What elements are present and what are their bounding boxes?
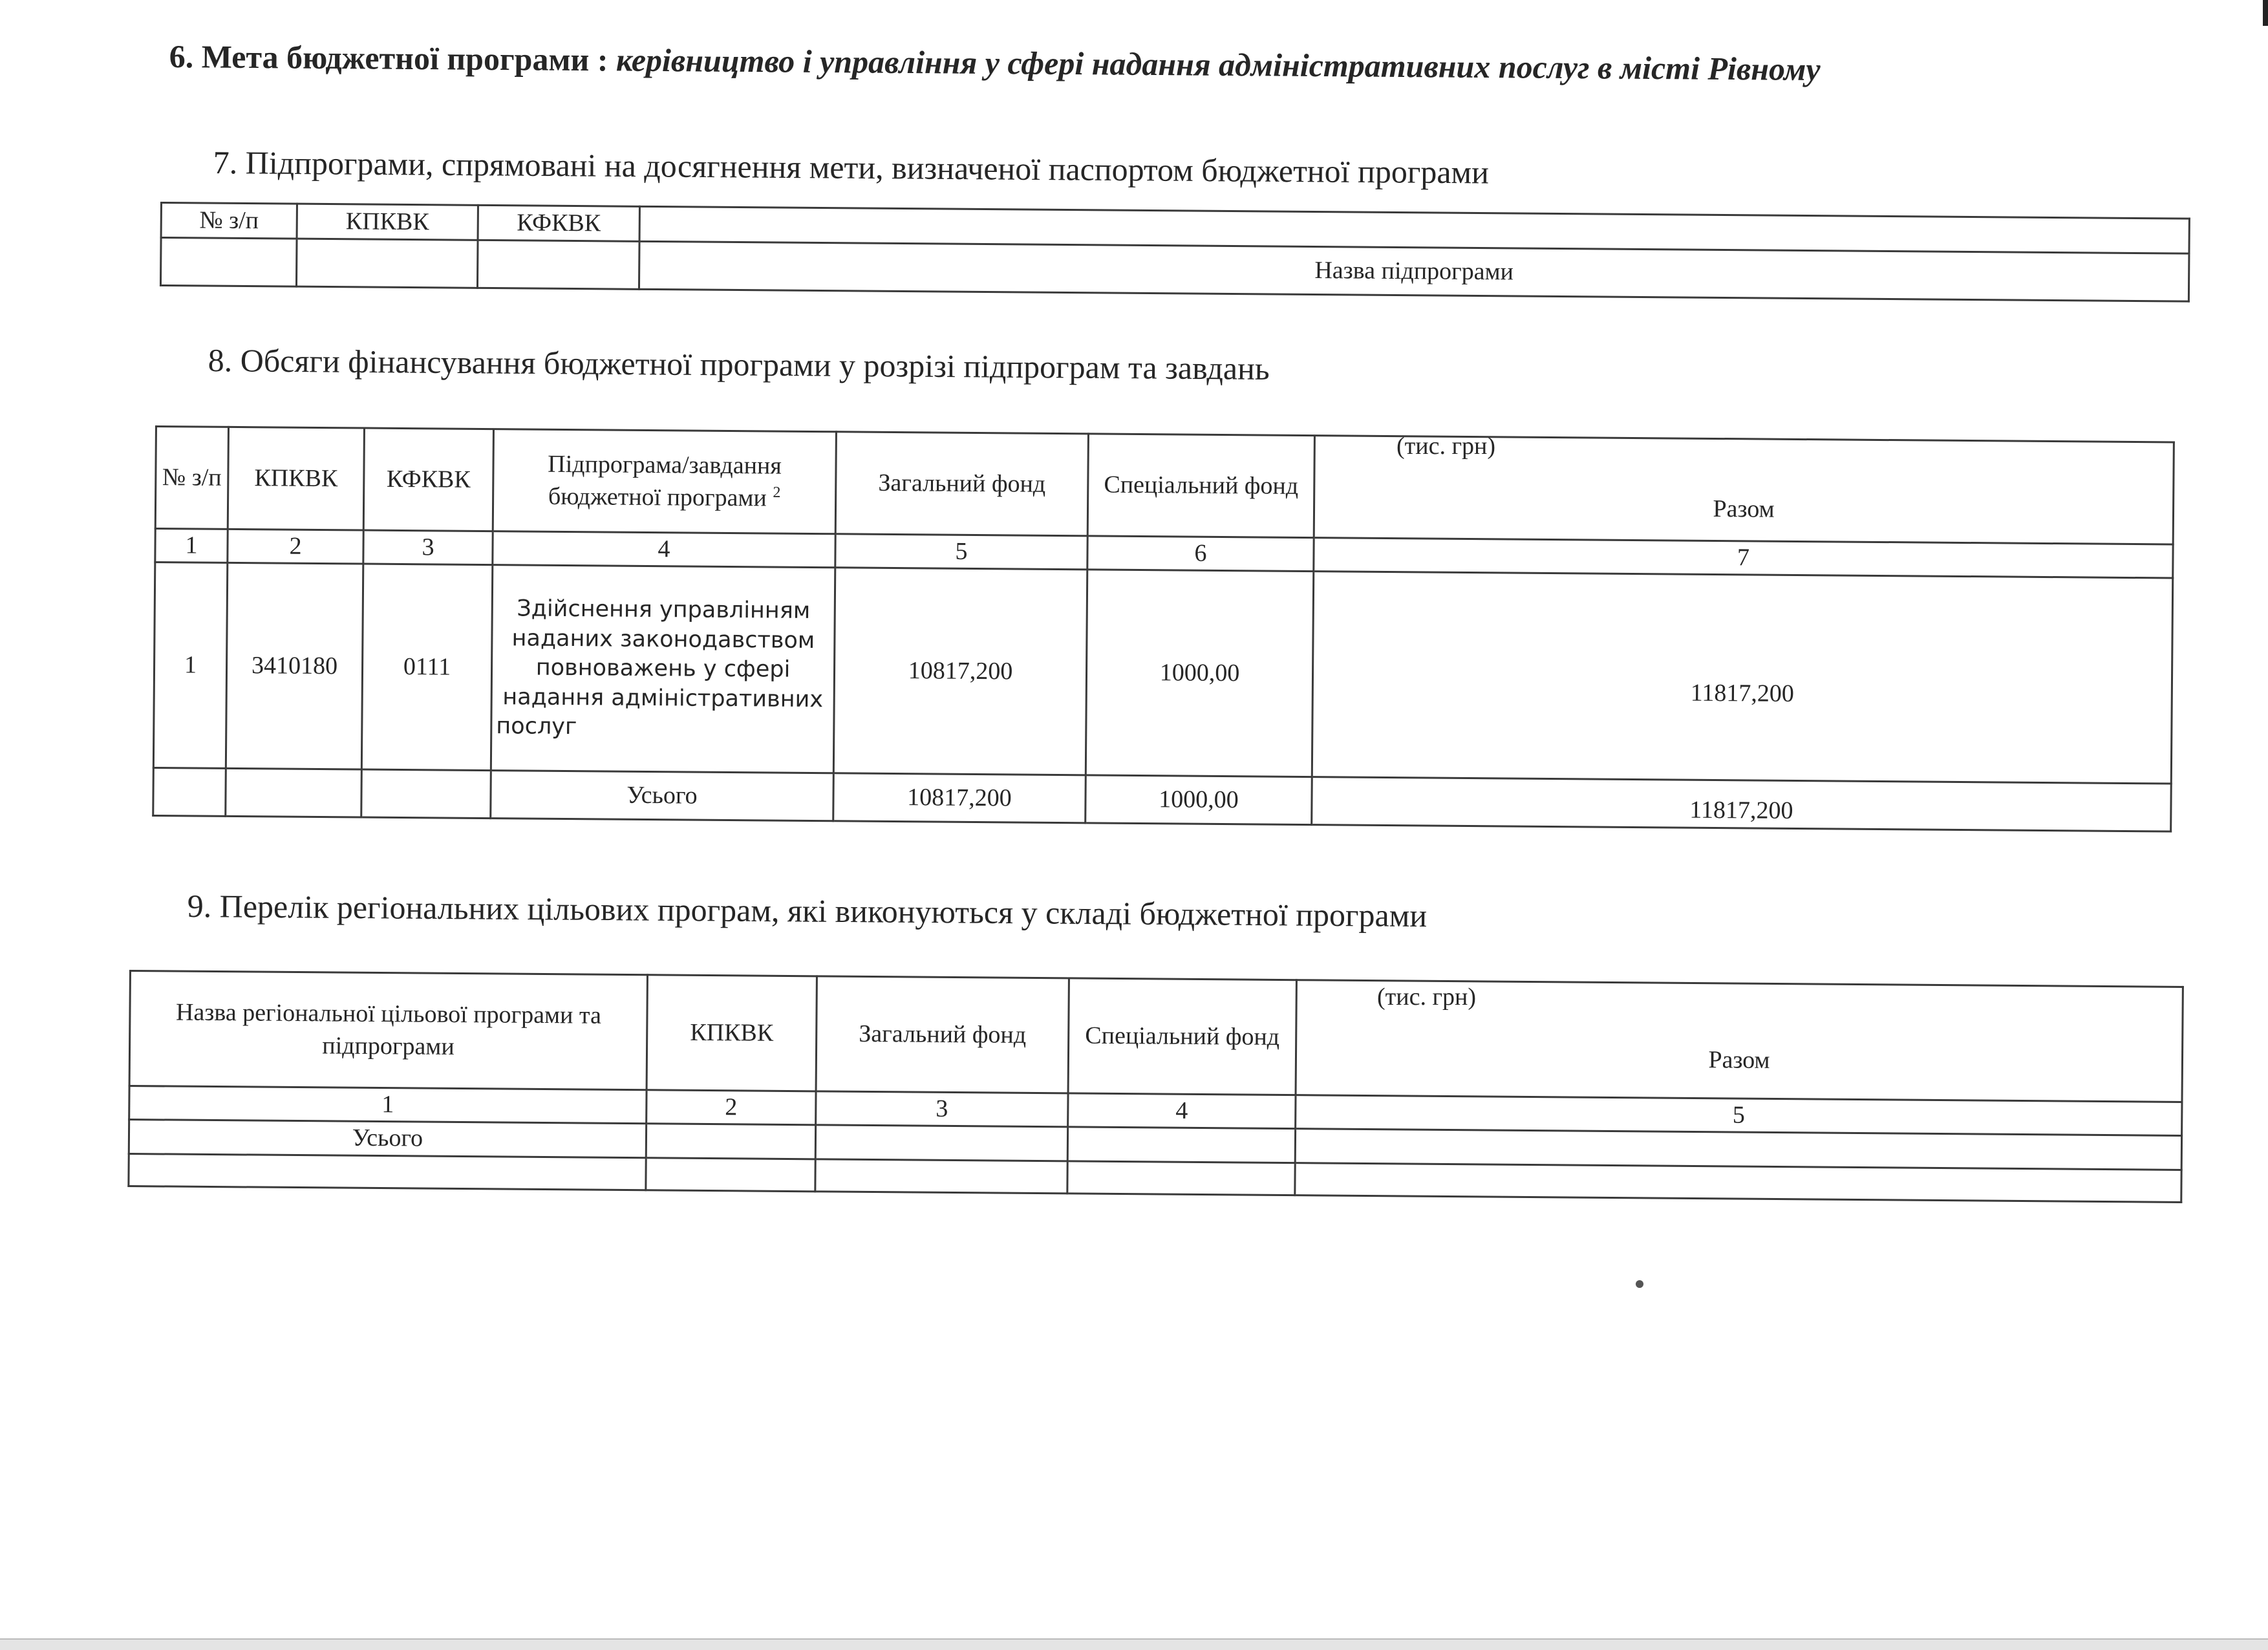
header-general-fund: Загальний фонд — [835, 432, 1088, 536]
footnote-mark: 2 — [773, 484, 781, 501]
header-general-fund: Загальний фонд — [816, 976, 1069, 1093]
header-total: Разом — [1314, 436, 2174, 544]
subprograms-table — [160, 202, 2190, 303]
header-num: № з/п — [155, 427, 228, 530]
row-kfkvk: 0111 — [361, 564, 492, 771]
regional-programs-table — [127, 970, 2184, 1203]
table-row — [153, 562, 2172, 784]
section-9-title: 9. Перелік регіональних цільових програм, які виконуються у складі бюджетної програми — [187, 888, 1428, 934]
header-kpkvk: КПКВК — [228, 427, 364, 530]
scan-edge-mark — [2263, 0, 2268, 26]
header-special-fund: Спеціальний фонд — [1068, 978, 1296, 1095]
totals-general-fund: 10817,200 — [833, 773, 1086, 823]
section-6-text: керівництво і управління у сфері надання адміністративних послуг в місті Рівному — [615, 41, 1821, 88]
header-kfkvk: КФКВК — [478, 205, 639, 241]
header-kpkvk: КПКВК — [297, 204, 478, 240]
section-8-title: 8. Обсяги фінансування бюджетної програми у розрізі підпрограм та завдань — [208, 341, 1270, 387]
scan-speck — [1636, 1280, 1643, 1288]
section-6-title: 6. Мета бюджетної програми : — [169, 38, 617, 78]
section-8-unit: (тис. грн) — [1396, 433, 1496, 460]
totals-special-fund: 1000,00 — [1086, 775, 1312, 825]
row-task: Здійснення управлінням наданих законодавством повноважень у сфері надання адміністративних послуг — [491, 565, 835, 773]
row-special-fund: 1000,00 — [1086, 570, 1313, 777]
table-header-row — [129, 971, 2183, 1102]
financing-table — [152, 425, 2175, 833]
header-num: № з/п — [161, 203, 297, 239]
row-kpkvk: 3410180 — [226, 563, 363, 770]
header-program-name: Назва регіональної цільової програми та підпрограми — [129, 971, 647, 1090]
section-7-title: 7. Підпрограми, спрямовані на досягнення мети, визначеної паспортом бюджетної програми — [213, 144, 1490, 191]
scan-bottom-edge — [0, 1638, 2268, 1650]
totals-label: Усього — [491, 771, 834, 821]
header-total: Разом — [1296, 980, 2183, 1102]
section-6-goal — [169, 38, 2174, 91]
row-general-fund: 10817,200 — [833, 568, 1087, 775]
section-9-unit: (тис. грн) — [1377, 983, 1477, 1011]
header-task: Підпрограма/завдання бюджетної програми $^2$ — [493, 429, 836, 534]
column-numbers-row: 1 2 3 4 5 — [129, 1086, 2182, 1136]
header-kpkvk: КПКВК — [647, 975, 817, 1091]
row-total: 11817,200 — [1312, 572, 2172, 784]
header-subprogram-name: Назва підпрограми — [639, 241, 2189, 301]
row-num: 1 — [153, 562, 227, 769]
totals-total: 11817,200 — [1312, 777, 2172, 831]
header-special-fund: Спеціальний фонд — [1087, 434, 1314, 538]
header-kfkvk: КФКВК — [363, 428, 493, 531]
column-numbers-row: 1 2 3 4 5 6 7 — [155, 529, 2173, 579]
table-header-row — [155, 427, 2174, 545]
totals-label: Усього — [129, 1120, 646, 1158]
